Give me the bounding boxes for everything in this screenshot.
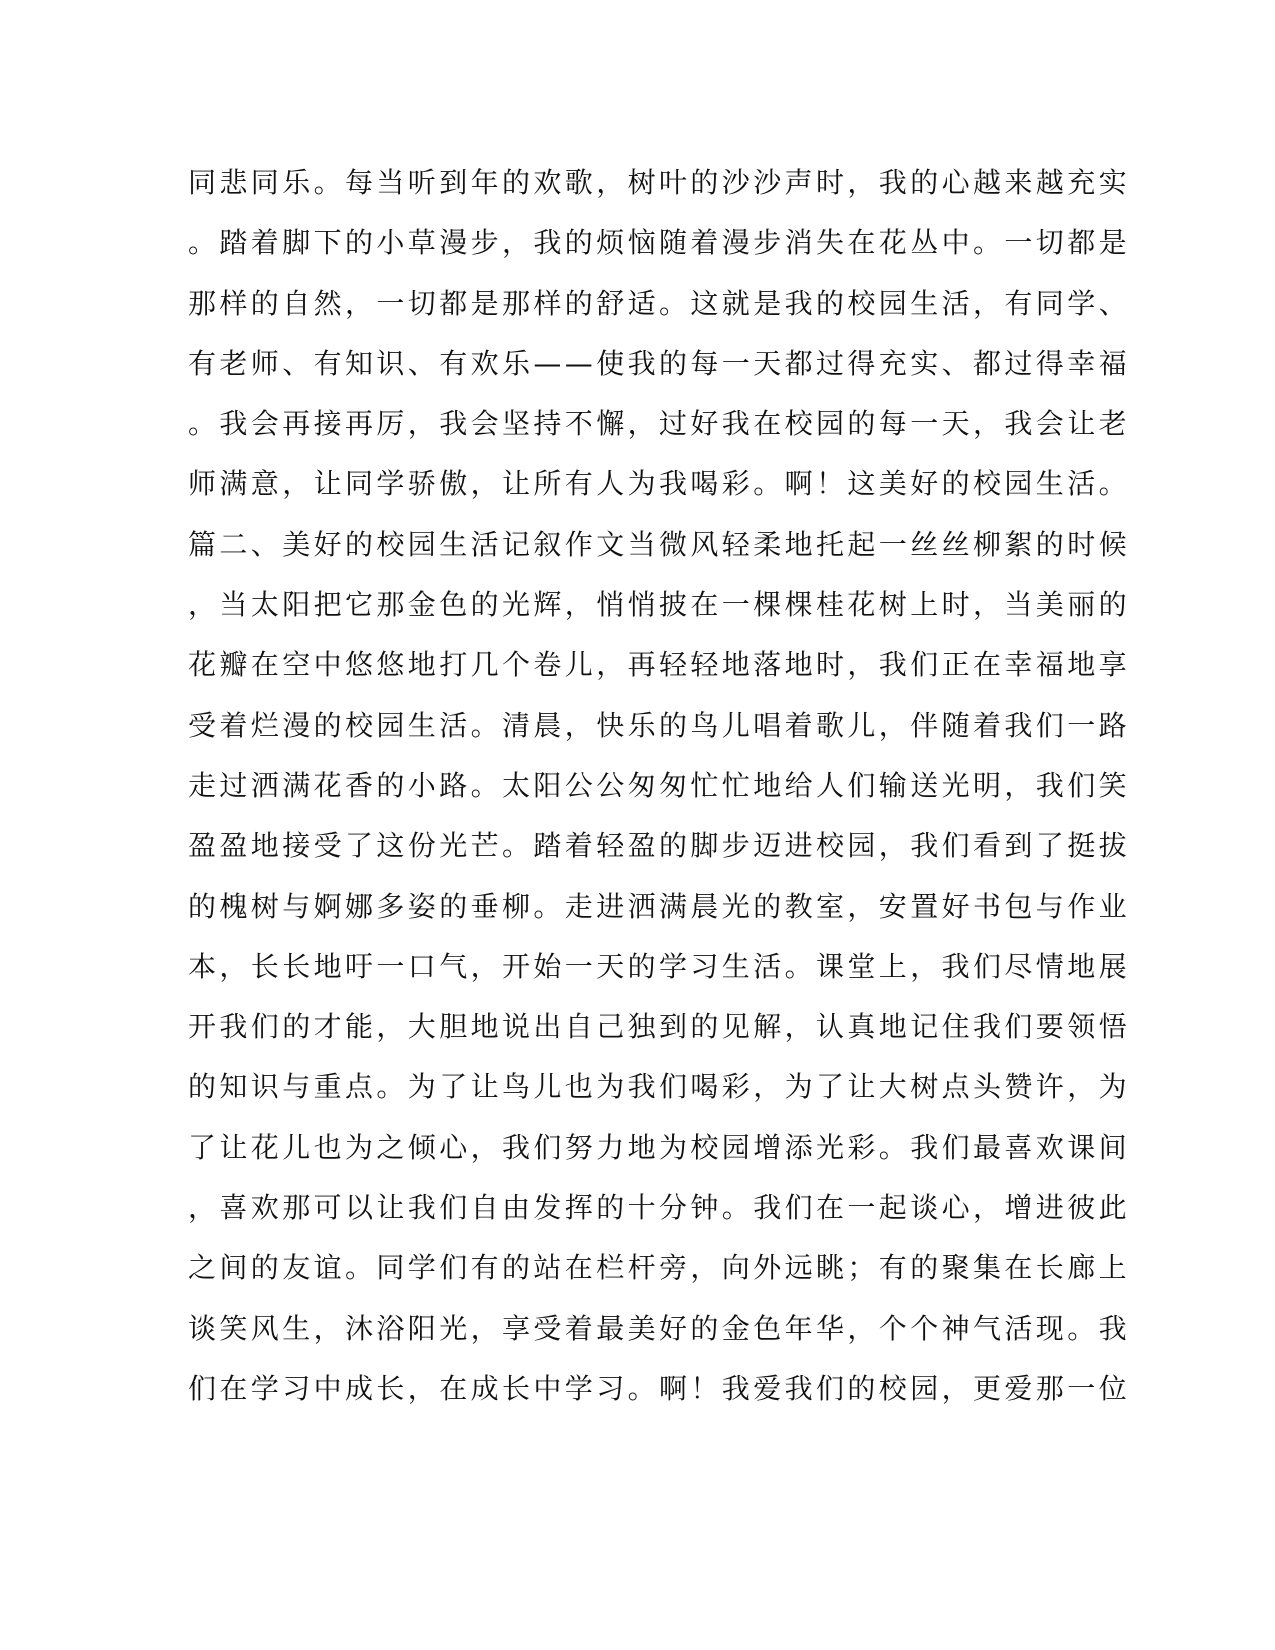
text-line: 开我们的才能，大胆地说出自己独到的见解，认真地记住我们要领悟 <box>188 1010 1131 1044</box>
text-line: ，喜欢那可以让我们自由发挥的十分钟。我们在一起谈心，增进彼此 <box>188 1191 1131 1225</box>
text-line: 盈盈地接受了这份光芒。踏着轻盈的脚步迈进校园，我们看到了挺拔 <box>188 829 1131 863</box>
text-line: 篇二、美好的校园生活记叙作文当微风轻柔地托起一丝丝柳絮的时候 <box>188 527 1131 561</box>
text-line: 花瓣在空中悠悠地打几个卷儿，再轻轻地落地时，我们正在幸福地享 <box>188 648 1131 682</box>
essay-text-block <box>188 163 1131 1429</box>
text-line: 受着烂漫的校园生活。清晨，快乐的鸟儿唱着歌儿，伴随着我们一路 <box>188 708 1131 742</box>
text-line: 走过洒满花香的小路。太阳公公匆匆忙忙地给人们输送光明，我们笑 <box>188 768 1131 802</box>
text-line: 谈笑风生，沐浴阳光，享受着最美好的金色年华，个个神气活现。我 <box>188 1311 1131 1345</box>
text-line: 们在学习中成长，在成长中学习。啊！我爱我们的校园，更爱那一位 <box>188 1371 1131 1405</box>
text-line: 了让花儿也为之倾心，我们努力地为校园增添光彩。我们最喜欢课间 <box>188 1130 1131 1164</box>
text-line: ，当太阳把它那金色的光辉，悄悄披在一棵棵桂花树上时，当美丽的 <box>188 588 1131 622</box>
text-line: 师满意，让同学骄傲，让所有人为我喝彩。啊！这美好的校园生活。 <box>188 467 1131 501</box>
text-line: 有老师、有知识、有欢乐——使我的每一天都过得充实、都过得幸福 <box>188 346 1131 380</box>
text-line: 。踏着脚下的小草漫步，我的烦恼随着漫步消失在花丛中。一切都是 <box>188 226 1131 260</box>
text-line: 的槐树与婀娜多姿的垂柳。走进洒满晨光的教室，安置好书包与作业 <box>188 889 1131 923</box>
text-line: 那样的自然，一切都是那样的舒适。这就是我的校园生活，有同学、 <box>188 286 1131 320</box>
text-line: 同悲同乐。每当听到年的欢歌，树叶的沙沙声时，我的心越来越充实 <box>188 166 1131 199</box>
text-line: 之间的友谊。同学们有的站在栏杆旁，向外远眺；有的聚集在长廊上 <box>188 1251 1131 1285</box>
text-line: 本，长长地吁一口气，开始一天的学习生活。课堂上，我们尽情地展 <box>188 949 1131 983</box>
text-line: 的知识与重点。为了让鸟儿也为我们喝彩，为了让大树点头赞许，为 <box>188 1070 1131 1104</box>
text-line: 。我会再接再厉，我会坚持不懈，过好我在校园的每一天，我会让老 <box>188 407 1131 441</box>
